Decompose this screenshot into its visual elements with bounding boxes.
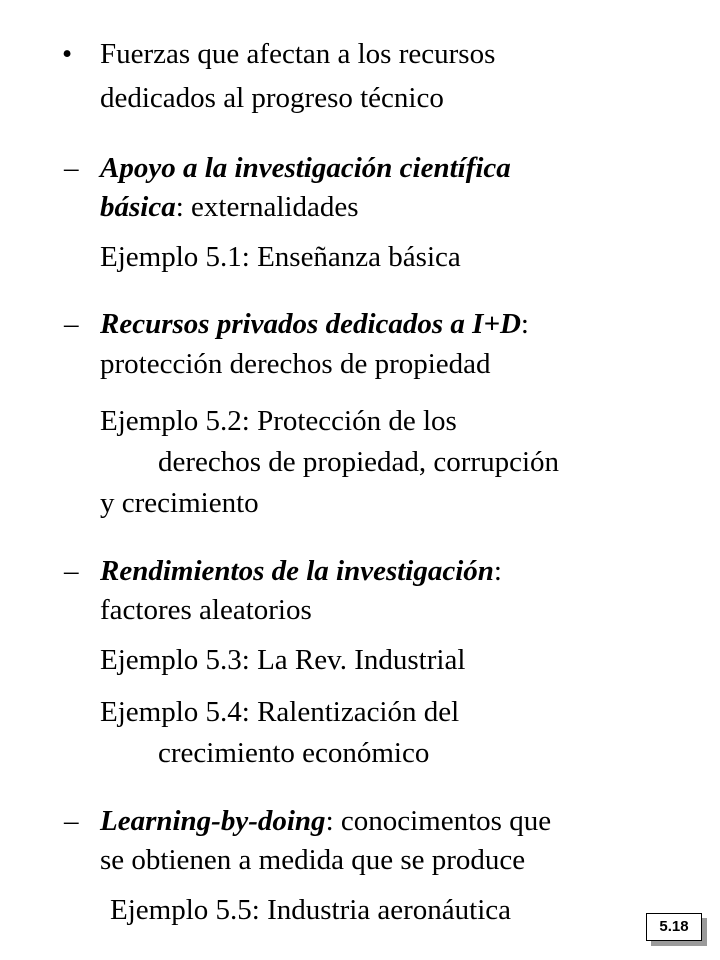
item3-colon: : bbox=[493, 555, 502, 587]
heading-line-2: dedicados al progreso técnico bbox=[100, 82, 444, 114]
item4-line-2: se obtienen a medida que se produce bbox=[100, 844, 526, 876]
item3-example-2-line-2: crecimiento económico bbox=[158, 737, 430, 769]
item2-colon: : bbox=[520, 308, 529, 340]
slide-number: 5.18 bbox=[646, 913, 702, 941]
bullet-marker: • bbox=[62, 38, 73, 70]
slide-number-badge bbox=[651, 918, 707, 946]
item2-example-line-1: Ejemplo 5.2: Protección de los bbox=[100, 405, 457, 437]
item3-description: factores aleatorios bbox=[100, 594, 312, 626]
item2-example-line-2: derechos de propiedad, corrupción bbox=[158, 446, 560, 478]
item1-description: : externalidades bbox=[175, 191, 359, 223]
dash-marker-3: – bbox=[64, 555, 79, 587]
item2-description: protección derechos de propiedad bbox=[100, 348, 491, 380]
dash-marker-4: – bbox=[64, 805, 79, 837]
dash-marker-1: – bbox=[64, 152, 79, 184]
item4-description: : conocimentos que bbox=[325, 805, 552, 837]
item1-line-2 bbox=[100, 189, 359, 225]
item3-line-1 bbox=[100, 553, 502, 589]
item1-title-line-1: Apoyo a la investigación científica bbox=[100, 152, 511, 184]
item3-title: Rendimientos de la investigación bbox=[100, 555, 494, 587]
item1-example: Ejemplo 5.1: Enseñanza básica bbox=[100, 241, 461, 273]
item4-title: Learning-by-doing bbox=[100, 805, 326, 837]
item3-example-1: Ejemplo 5.3: La Rev. Industrial bbox=[100, 644, 466, 676]
item4-line-1 bbox=[100, 803, 551, 839]
dash-marker-2: – bbox=[64, 308, 79, 340]
item2-line-1 bbox=[100, 306, 529, 342]
item3-example-2-line-1: Ejemplo 5.4: Ralentización del bbox=[100, 696, 460, 728]
item2-title: Recursos privados dedicados a I+D bbox=[100, 308, 521, 340]
heading-line-1: Fuerzas que afectan a los recursos bbox=[100, 38, 496, 70]
item1-title-line-2: básica bbox=[100, 191, 176, 223]
item2-example-line-3: y crecimiento bbox=[100, 487, 259, 519]
item4-example: Ejemplo 5.5: Industria aeronáutica bbox=[110, 894, 512, 926]
